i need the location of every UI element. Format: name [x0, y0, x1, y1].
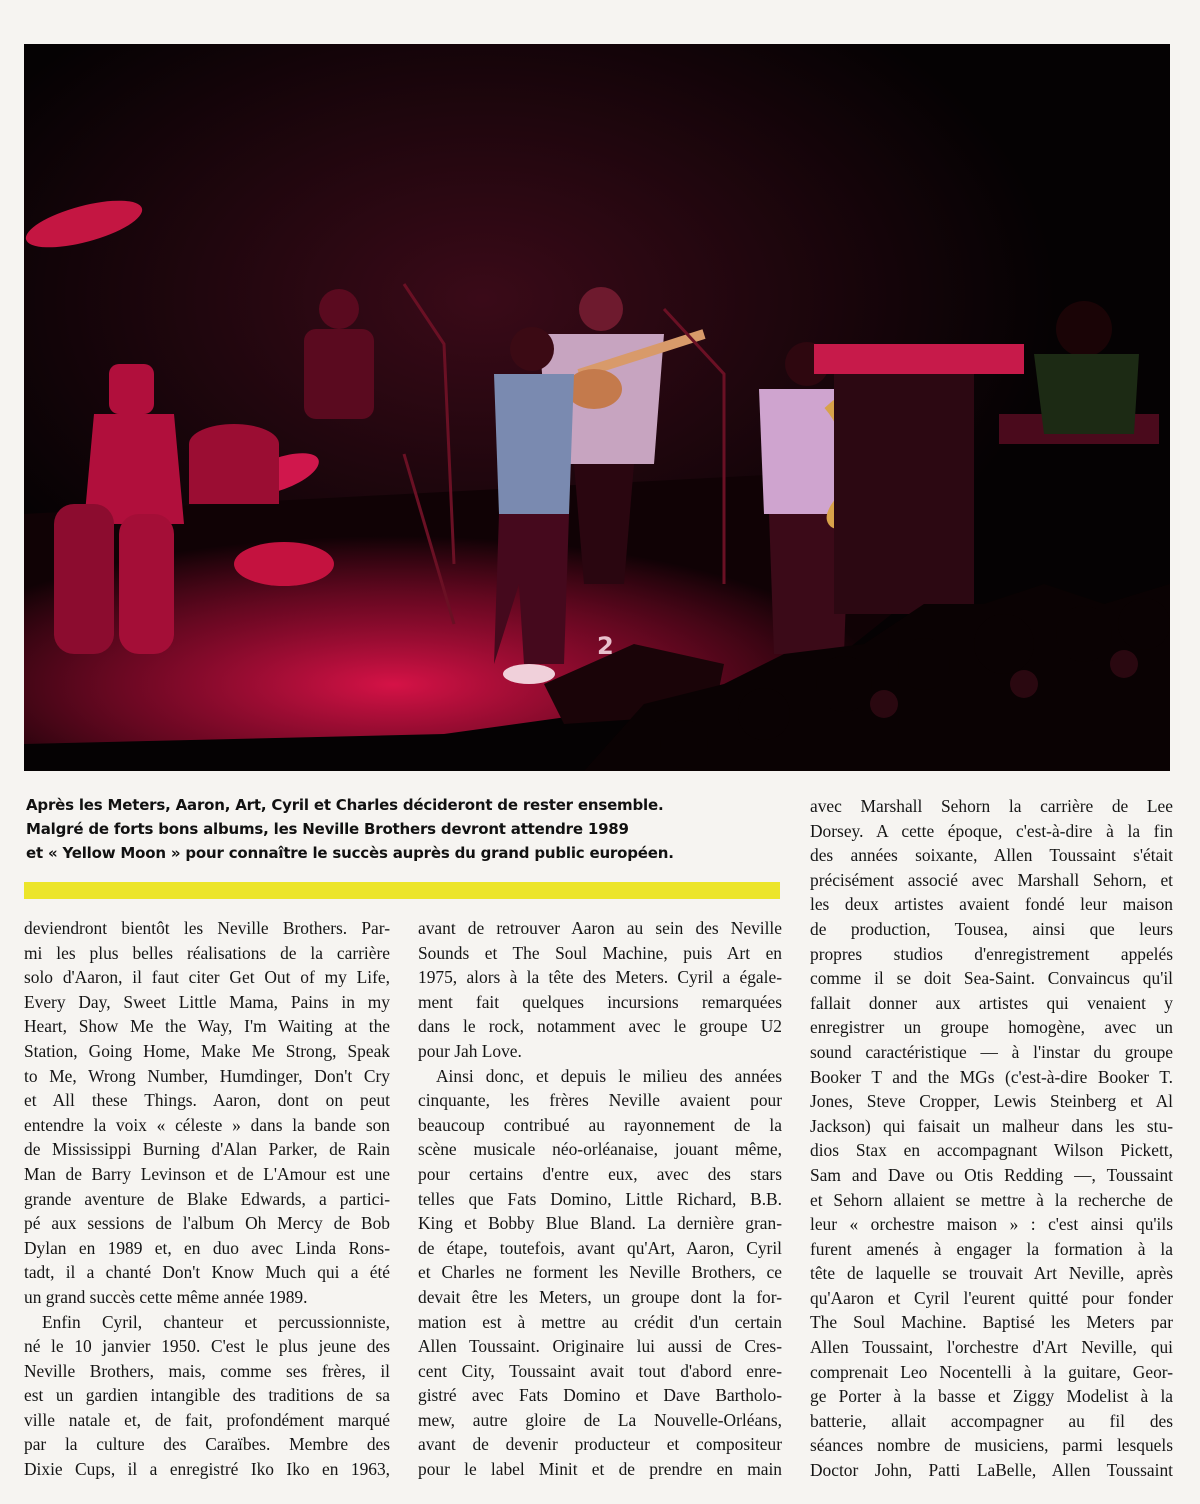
text-line: telles que Fats Domino, Little Richard, B.B.: [418, 1188, 782, 1209]
text-line: Dylan en 1989 et, en duo avec Linda Rons-: [24, 1237, 390, 1258]
text-line: Station, Going Home, Make Me Strong, Speak: [24, 1040, 390, 1061]
text-line: avec Marshall Sehorn la carrière de Lee: [810, 796, 1173, 816]
text-line: deviendront bientôt les Neville Brothers. Par-: [24, 918, 390, 938]
text-line: Enfin Cyril, chanteur et percussionniste,: [42, 1311, 390, 1332]
text-line: par la culture des Caraïbes. Membre des: [24, 1434, 390, 1455]
text-line: scène musicale néo-orléanaise, jouant même,: [418, 1139, 782, 1160]
text-line: comprenait Leo Nocentelli à la guitare, Geor-: [810, 1361, 1173, 1382]
text-line: Ainsi donc, et depuis le milieu des années: [436, 1065, 782, 1086]
text-line: Neville Brothers, mais, comme ses frères, il: [24, 1360, 390, 1381]
text-line: de Mississippi Burning d'Alan Parker, de Rain: [24, 1139, 390, 1160]
text-line: tête de laquelle se trouvait Art Neville, après: [810, 1263, 1173, 1284]
text-column-1: [24, 916, 390, 1482]
text-line: ment fait quelques incursions remarquées: [418, 991, 782, 1012]
text-line: entendre la voix « céleste » dans la bande son: [24, 1114, 390, 1135]
text-line: 1975, alors à la tête des Meters. Cyril a égale-: [418, 967, 782, 988]
text-line: qu'Aaron et Cyril l'eurent quitté pour fonder: [810, 1287, 1173, 1308]
text-line: Sounds et The Soul Machine, puis Art en: [418, 942, 782, 963]
text-line: tadt, il a chanté Don't Know Much qui a été: [24, 1262, 390, 1283]
text-line: mew, autre gloire de La Nouvelle-Orléans,: [418, 1409, 782, 1430]
text-line: King et Bobby Blue Bland. La dernière gran-: [418, 1213, 782, 1234]
text-line: propres studios d'enregistrement appelés: [810, 943, 1173, 964]
text-line: gistré avec Fats Domino et Dave Bartholo-: [418, 1385, 782, 1406]
text-line: et All these Things. Aaron, dont on peut: [24, 1090, 390, 1111]
text-line: né le 10 janvier 1950. C'est le plus jeune des: [24, 1336, 390, 1357]
text-line: ge Porter à la basse et Ziggy Modelist à la: [810, 1386, 1173, 1407]
text-line: séances nombre de musiciens, parmi lesquels: [810, 1435, 1173, 1456]
text-line: les deux artistes avaient fondé leur maison: [810, 894, 1173, 915]
text-line: et Charles ne forment les Neville Brothers, ce: [418, 1262, 782, 1283]
text-line: pé aux sessions de l'album Oh Mercy de Bob: [24, 1213, 390, 1234]
text-column-2: [418, 916, 782, 1482]
text-line: pour le label Minit et de prendre en main: [418, 1459, 782, 1480]
text-line: comme il se doit Sea-Saint. Convaincus qu'il: [810, 968, 1173, 989]
text-line: Every Day, Sweet Little Mama, Pains in my: [24, 991, 390, 1012]
text-line: mi les plus belles réalisations de la carrière: [24, 942, 390, 963]
text-line: batterie, allait accompagner au fil des: [810, 1410, 1173, 1431]
text-line: to Me, Wrong Number, Humdinger, Don't Cry: [24, 1065, 390, 1086]
text-line: Dixie Cups, il a enregistré Iko Iko en 1963,: [24, 1459, 390, 1480]
text-line: cent City, Toussaint avait tout d'abord enre-: [418, 1360, 782, 1381]
text-line: grande aventure de Blake Edwards, a partici-: [24, 1188, 390, 1209]
text-line: dans le rock, notamment avec le groupe U2: [418, 1016, 782, 1037]
text-line: précisément associé avec Marshall Sehorn, et: [810, 869, 1173, 890]
text-line: Heart, Show Me the Way, I'm Waiting at the: [24, 1016, 390, 1037]
text-line: avant de retrouver Aaron au sein des Neville: [418, 918, 782, 938]
text-line: cinquante, les frères Neville avaient pour: [418, 1090, 782, 1111]
text-line: de production, Tousea, ainsi que leurs: [810, 918, 1173, 939]
text-line: est un gardien intangible des traditions de sa: [24, 1385, 390, 1406]
text-line: fallait donner aux artistes qui venaient y: [810, 992, 1173, 1013]
text-line: pour certains d'entre eux, avec des stars: [418, 1163, 782, 1184]
text-line: enregistrer un groupe homogène, avec un: [810, 1017, 1173, 1038]
text-line: beaucoup contribué au rayonnement de la: [418, 1114, 782, 1135]
text-line: sound caractéristique — à l'instar du groupe: [810, 1041, 1173, 1062]
monitor-number: 2: [597, 632, 614, 660]
text-line: un grand succès cette même année 1989.: [24, 1286, 308, 1307]
text-line: dios Stax en accompagnant Wilson Pickett,: [810, 1140, 1173, 1161]
text-line: Allen Toussaint. Originaire lui aussi de Cres-: [418, 1336, 782, 1357]
text-line: Doctor John, Patti LaBelle, Allen Toussaint: [810, 1460, 1173, 1481]
text-line: Booker T and the MGs (c'est-à-dire Booker T.: [810, 1066, 1173, 1087]
text-line: solo d'Aaron, il faut citer Get Out of my Life,: [24, 967, 390, 988]
concert-scene-illustration: [24, 44, 1170, 771]
text-line: The Soul Machine. Baptisé les Meters par: [810, 1312, 1173, 1333]
text-line: des années soixante, Allen Toussaint s'était: [810, 845, 1173, 866]
yellow-divider: [24, 882, 780, 899]
text-line: de étape, toutefois, avant qu'Art, Aaron, Cyril: [418, 1237, 782, 1258]
text-line: Jackson) qui faisait un malheur dans les stu-: [810, 1115, 1173, 1136]
text-line: furent amenés à engager la formation à la: [810, 1238, 1173, 1259]
text-line: leur « orchestre maison » : c'est ainsi qu'ils: [810, 1214, 1173, 1235]
text-line: et Sehorn allaient se mettre à la recherche de: [810, 1189, 1173, 1210]
text-line: ville natale et, de fait, profondément marqué: [24, 1409, 390, 1430]
caption-line: Malgré de forts bons albums, les Neville Brothers devront attendre 1989: [26, 820, 629, 838]
text-column-3: [810, 794, 1173, 1483]
concert-photo: [24, 44, 1170, 771]
text-line: mation est à mettre au crédit d'un certain: [418, 1311, 782, 1332]
photo-caption: [26, 793, 674, 865]
text-line: Sam and Dave ou Otis Redding —, Toussaint: [810, 1164, 1173, 1185]
text-line: Dorsey. A cette époque, c'est-à-dire à la fin: [810, 820, 1173, 841]
caption-line: et « Yellow Moon » pour connaître le succès auprès du grand public européen.: [26, 844, 674, 862]
text-line: Jones, Steve Cropper, Lewis Steinberg et Al: [810, 1091, 1173, 1112]
text-line: pour Jah Love.: [418, 1040, 522, 1061]
text-line: Man de Barry Levinson et de L'Amour est une: [24, 1163, 390, 1184]
text-line: avant de devenir producteur et compositeur: [418, 1434, 782, 1455]
text-line: Allen Toussaint, l'orchestre d'Art Neville, qui: [810, 1337, 1173, 1358]
text-line: devait être les Meters, un groupe dont la for-: [418, 1286, 782, 1307]
caption-line: Après les Meters, Aaron, Art, Cyril et Charles décideront de rester ensemble.: [26, 796, 664, 814]
